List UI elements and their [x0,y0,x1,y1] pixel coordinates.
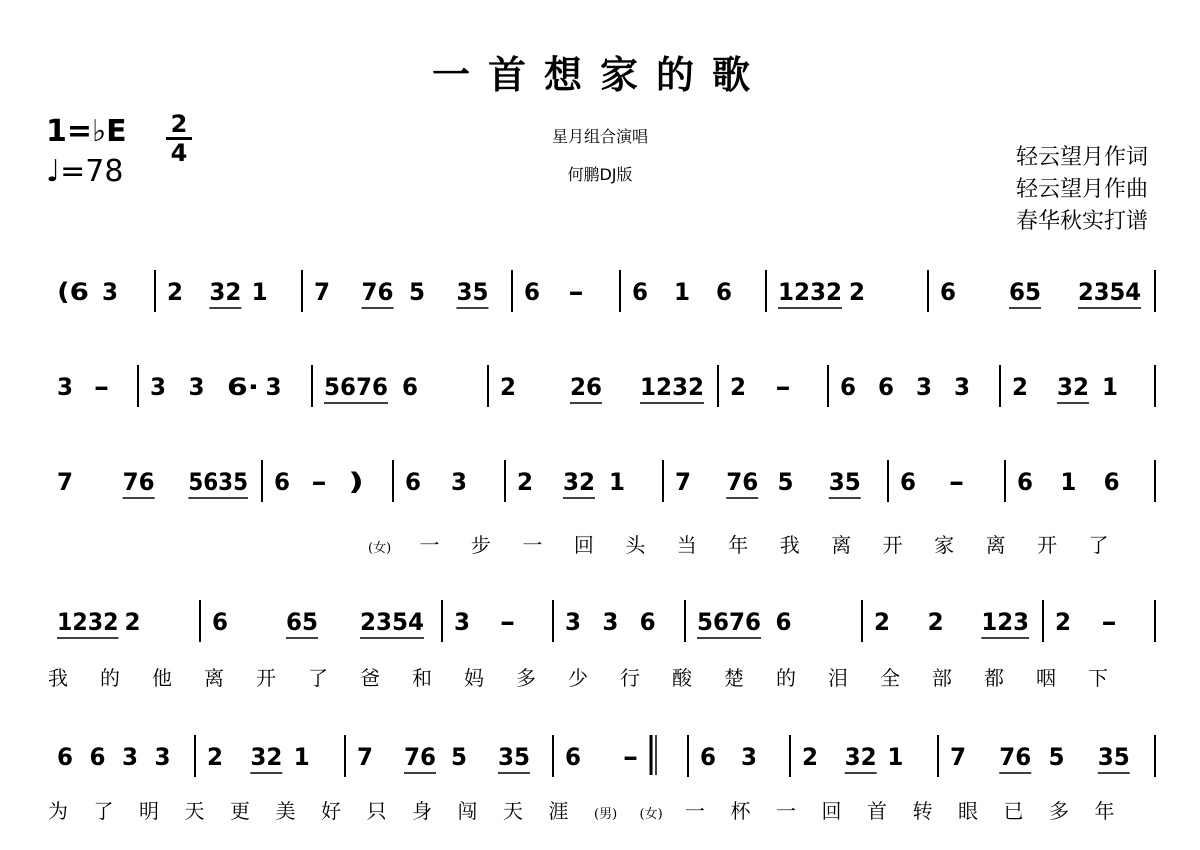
performer: 星月组合演唱 [551,127,648,146]
note-token: 2 [1012,373,1028,401]
note-token: 6 [1017,468,1033,496]
note-token: 7 [950,743,966,771]
lyric-char: 一 [776,799,796,823]
lyric-char: 一 [419,533,440,557]
lyric-char: 开 [256,666,276,690]
note-token: 1232 [778,278,842,306]
page-title: 一首想家的歌 [431,52,768,97]
lyric-char: 闯 [457,799,478,823]
lyric-char: 当 [676,533,697,557]
note-token: 1 [251,278,268,306]
lyric-char: 他 [152,666,172,690]
note-token: 6 [775,608,792,636]
note-token: - [499,608,516,636]
credit-lyricist: 轻云望月作词 [1015,145,1148,170]
note-token: 123 [981,608,1029,636]
lyric-char: 多 [516,666,536,690]
lyric-char: 多 [1049,799,1069,823]
note-token: 6 [274,468,290,496]
lyric-char: 了 [93,799,114,823]
note-token: 5 [777,468,794,496]
note-token: 1 [674,278,690,306]
note-token: 6· [227,373,259,401]
note-token: 3 [122,743,138,771]
note-token: - [622,743,639,771]
note-token: 6 [900,468,916,496]
lyric-char: 转 [912,799,933,823]
lyric-char: 酸 [672,666,692,690]
note-token: 2 [124,608,141,636]
lyric-char: 下 [1088,666,1108,690]
note-token: 3 [602,608,619,636]
note-token: 5 [451,743,467,771]
lyric-char: 头 [625,533,646,557]
note-token: - [568,278,584,306]
lyric-char: (女) [639,807,663,822]
lyric-char: 为 [48,799,68,823]
note-token: 6 [1103,468,1120,496]
note-token: 32 [1057,373,1089,401]
lyric-char: 美 [275,799,296,823]
note-token: ) [348,468,364,496]
lyric-char: 已 [1003,799,1024,823]
note-token: 1 [1060,468,1077,496]
note-token: 35 [498,743,530,771]
note-token: 2 [849,278,865,306]
lyric-char: 部 [932,666,952,690]
note-token: 2 [517,468,533,496]
note-token: 3 [265,373,282,401]
lyric-char: 回 [821,799,842,823]
note-token: 3 [741,743,757,771]
meter-bottom: 4 [170,139,188,167]
lyric-char: (男) [594,807,618,822]
lyric-char: 的 [776,666,796,690]
credit-transcriber: 春华秋实打谱 [1015,209,1148,234]
note-token: 7 [357,743,373,771]
note-token: 1232 [57,608,119,636]
note-token: 32 [844,743,877,771]
note-token: 35 [456,278,489,306]
note-token: 7 [314,278,330,306]
lyric-char: 离 [204,666,224,690]
note-token: 7 [57,468,73,496]
note-token: 1 [609,468,625,496]
note-token: 2 [500,373,516,401]
note-token: 35 [828,468,861,496]
lyric-char: 步 [470,533,491,557]
note-token: 32 [563,468,595,496]
note-token: 3 [150,373,166,401]
credit-composer: 轻云望月作曲 [1015,177,1148,202]
note-token: 3 [454,608,470,636]
lyric-char: 泪 [828,666,848,690]
note-token: 6 [405,468,421,496]
lyric-char: 首 [867,799,887,823]
note-token: 2 [1055,608,1071,636]
lyric-char: 天 [184,799,205,823]
lyric-char: 好 [321,799,341,823]
lyric-char: 的 [100,666,120,690]
note-token: 6 [878,373,894,401]
note-token: 5635 [188,468,248,496]
note-token: 3 [57,373,73,401]
note-token: 3 [451,468,467,496]
note-token: 6 [639,608,656,636]
lyric-char: 了 [1088,533,1109,557]
lyric-char: 一 [685,799,705,823]
note-token: 3 [954,373,970,401]
note-token: 6 [524,278,540,306]
note-token: 3 [916,373,932,401]
note-token: 2354 [360,608,424,636]
lyric-char: 行 [620,666,640,690]
note-token: 76 [122,468,155,496]
note-token: 2 [167,278,183,306]
lyric-char: 眼 [958,799,978,823]
lyric-char: 咽 [1036,666,1056,690]
lyric-char: 开 [882,533,903,557]
lyric-char: 都 [984,666,1004,690]
note-token: - [775,373,791,401]
lyric-char: 明 [139,799,159,823]
note-token: 3 [565,608,581,636]
note-token: 32 [250,743,283,771]
version: 何鹏DJ版 [567,165,633,184]
note-token: 76 [404,743,436,771]
note-token: 3 [188,373,205,401]
lyric-char: 全 [880,666,900,690]
note-token: 32 [209,278,242,306]
note-token: 6 [940,278,956,306]
lyric-char: 了 [308,666,328,690]
lyric-char: 爸 [360,666,380,690]
lyric-char: 身 [412,799,432,823]
note-token: 1 [293,743,310,771]
lyric-char: 年 [728,533,749,557]
lyric-char: 少 [568,666,588,690]
note-token: - [93,373,110,401]
note-token: 35 [1097,743,1130,771]
note-token: 6 [565,743,581,771]
note-token: 6 [212,608,228,636]
meter-top: 2 [170,110,188,138]
note-token: 2 [927,608,944,636]
lyric-char: 家 [934,533,955,557]
note-token: (6 [57,278,89,306]
note-token: 65 [1009,278,1041,306]
note-token: 5676 [697,608,761,636]
lyric-char: 回 [573,533,594,557]
lyric-char: 我 [48,666,68,690]
lyric-char: 天 [503,799,523,823]
lyric-char: (女) [368,541,392,556]
note-token: 76 [726,468,759,496]
lyric-char: 楚 [724,666,744,690]
note-token: - [1101,608,1117,636]
lyric-char: 我 [779,533,800,557]
lyric-char: 开 [1037,533,1058,557]
lyric-char: 杯 [730,799,751,823]
note-token: 2354 [1078,278,1141,306]
note-token: 6 [632,278,648,306]
note-token: 6 [89,743,106,771]
key-signature: 1=♭E [46,114,127,149]
note-token: 2 [802,743,818,771]
tempo-marking: ♩=78 [46,154,124,189]
note-token: 6 [716,278,732,306]
note-token: 2 [207,743,223,771]
note-token: 65 [286,608,318,636]
lyric-char: 年 [1094,799,1115,823]
note-token: 6 [700,743,716,771]
lyric-char: 只 [366,799,387,823]
lyric-char: 和 [412,666,432,690]
note-token: 1 [887,743,904,771]
note-token: - [311,468,327,496]
note-token: 76 [361,278,394,306]
note-token: 3 [102,278,118,306]
note-token: 1232 [640,373,704,401]
note-token: 5 [409,278,425,306]
lyric-char: 妈 [464,666,484,690]
note-token: 76 [999,743,1032,771]
note-token: 26 [570,373,602,401]
note-token: 6 [402,373,418,401]
note-token: 3 [154,743,171,771]
note-token: 7 [675,468,691,496]
note-token: 2 [874,608,890,636]
note-token: 5676 [324,373,388,401]
lyric-char: 离 [831,533,852,557]
note-token: 6 [57,743,73,771]
lyric-char: 一 [522,533,543,557]
lyric-char: 涯 [548,799,569,823]
note-token: 6 [840,373,856,401]
note-token: 1 [1102,373,1118,401]
lyric-char: 更 [230,799,250,823]
lyric-char: 离 [985,533,1006,557]
note-token: - [948,468,965,496]
note-token: 5 [1048,743,1065,771]
note-token: 2 [730,373,746,401]
